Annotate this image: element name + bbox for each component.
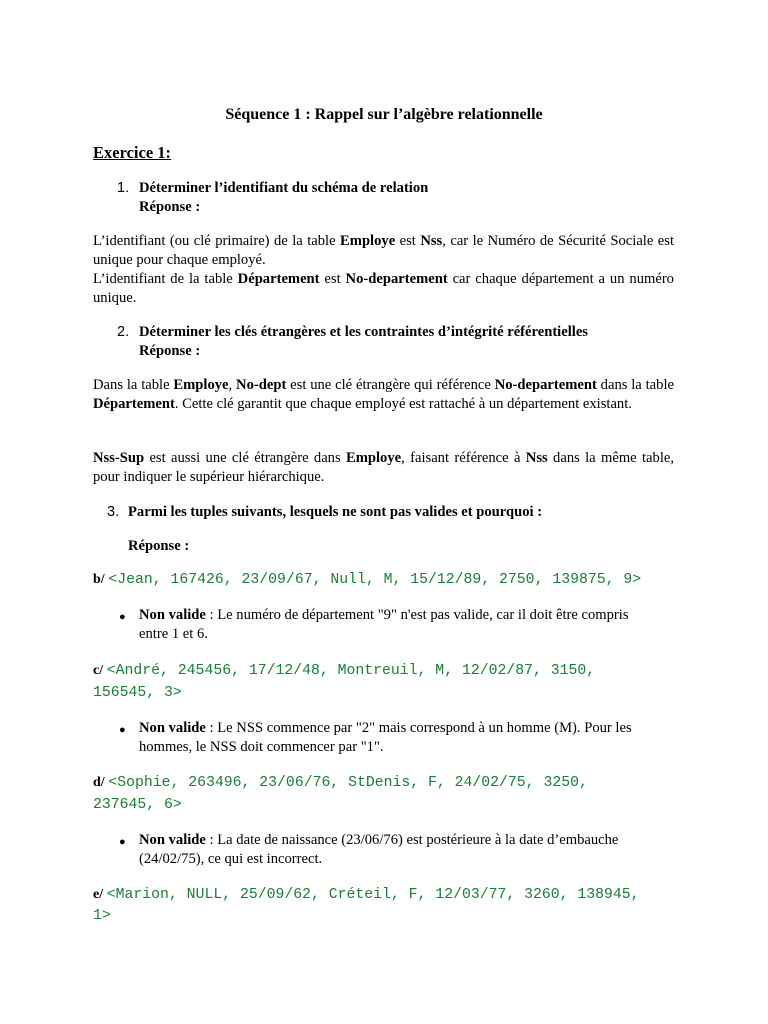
tuple-c-code-continued: 156545, 3> (93, 685, 182, 701)
tuple-code: <Jean, 167426, 23/09/67, Null, M, 15/12/89, 2750, 139875, 9> (108, 572, 642, 588)
q1-answer-paragraph-1: L’identifiant (ou clé primaire) de la table Employe est Nss, car le Numéro de Sécurité Sociale est unique pour chaque employé. (93, 233, 675, 268)
q1-reponse: Réponse : (139, 199, 201, 215)
tuple-b-explanation: Non valide : Le numéro de département "9" n'est pas valide, car il doit être compris entre 1 et 6. (139, 607, 629, 642)
tuple-d (93, 773, 588, 794)
tuple-d-code-continued: 237645, 6> (93, 797, 182, 813)
q1-answer-paragraph-2: L’identifiant de la table Département est No-departement car chaque département a un numéro unique. (93, 271, 674, 306)
q2-answer-paragraph-2: Nss-Sup est aussi une clé étrangère dans Employe, faisant référence à Nss dans la même table, pour indiquer le supérieur hiérarchique. (93, 450, 675, 485)
q1-question: Déterminer l’identifiant du schéma de relation (139, 180, 429, 196)
tuple-code: <André, 245456, 17/12/48, Montreuil, M, 12/02/87, 3150, (106, 663, 596, 679)
tuple-label: c/ (93, 663, 104, 678)
tuple-c-explanation: Non valide : Le NSS commence par "2" mais correspond à un homme (M). Pour les hommes, le NSS doit commencer par "1". (139, 720, 632, 755)
q2-number: 2. (117, 324, 130, 340)
q2-question: Déterminer les clés étrangères et les contraintes d’intégrité référentielles (139, 324, 588, 340)
tuple-c (93, 661, 595, 682)
q3-question: Parmi les tuples suivants, lesquels ne sont pas valides et pourquoi : (128, 504, 543, 520)
tuple-d-explanation: Non valide : La date de naissance (23/06/76) est postérieure à la date d’embauche (24/02/75), ce qui est incorrect. (139, 832, 619, 867)
tuple-label: d/ (93, 775, 105, 790)
tuple-e-code-continued: 1> (93, 908, 111, 924)
bullet-icon: ● (119, 724, 126, 736)
bullet-icon: ● (119, 836, 126, 848)
q3-reponse: Réponse : (128, 538, 190, 554)
tuple-code: <Marion, NULL, 25/09/62, Créteil, F, 12/03/77, 3260, 138945, (106, 887, 640, 903)
tuple-label: e/ (93, 887, 104, 902)
exercise-heading: Exercice 1: (93, 143, 172, 162)
q2-reponse: Réponse : (139, 343, 201, 359)
tuple-label: b/ (93, 572, 105, 587)
q2-answer-paragraph-1: Dans la table Employe, No-dept est une clé étrangère qui référence No-departement dans la table Département. Cette clé garantit que chaque employé est rattaché à un département existant. (93, 377, 674, 412)
tuple-e (93, 885, 640, 906)
q3-number: 3. (107, 504, 120, 520)
page-title: Séquence 1 : Rappel sur l’algèbre relationnelle (225, 106, 543, 123)
tuple-code: <Sophie, 263496, 23/06/76, StDenis, F, 24/02/75, 3250, (108, 775, 588, 791)
q1-number: 1. (117, 180, 130, 196)
tuple-b (93, 570, 641, 591)
bullet-icon: ● (119, 611, 126, 623)
